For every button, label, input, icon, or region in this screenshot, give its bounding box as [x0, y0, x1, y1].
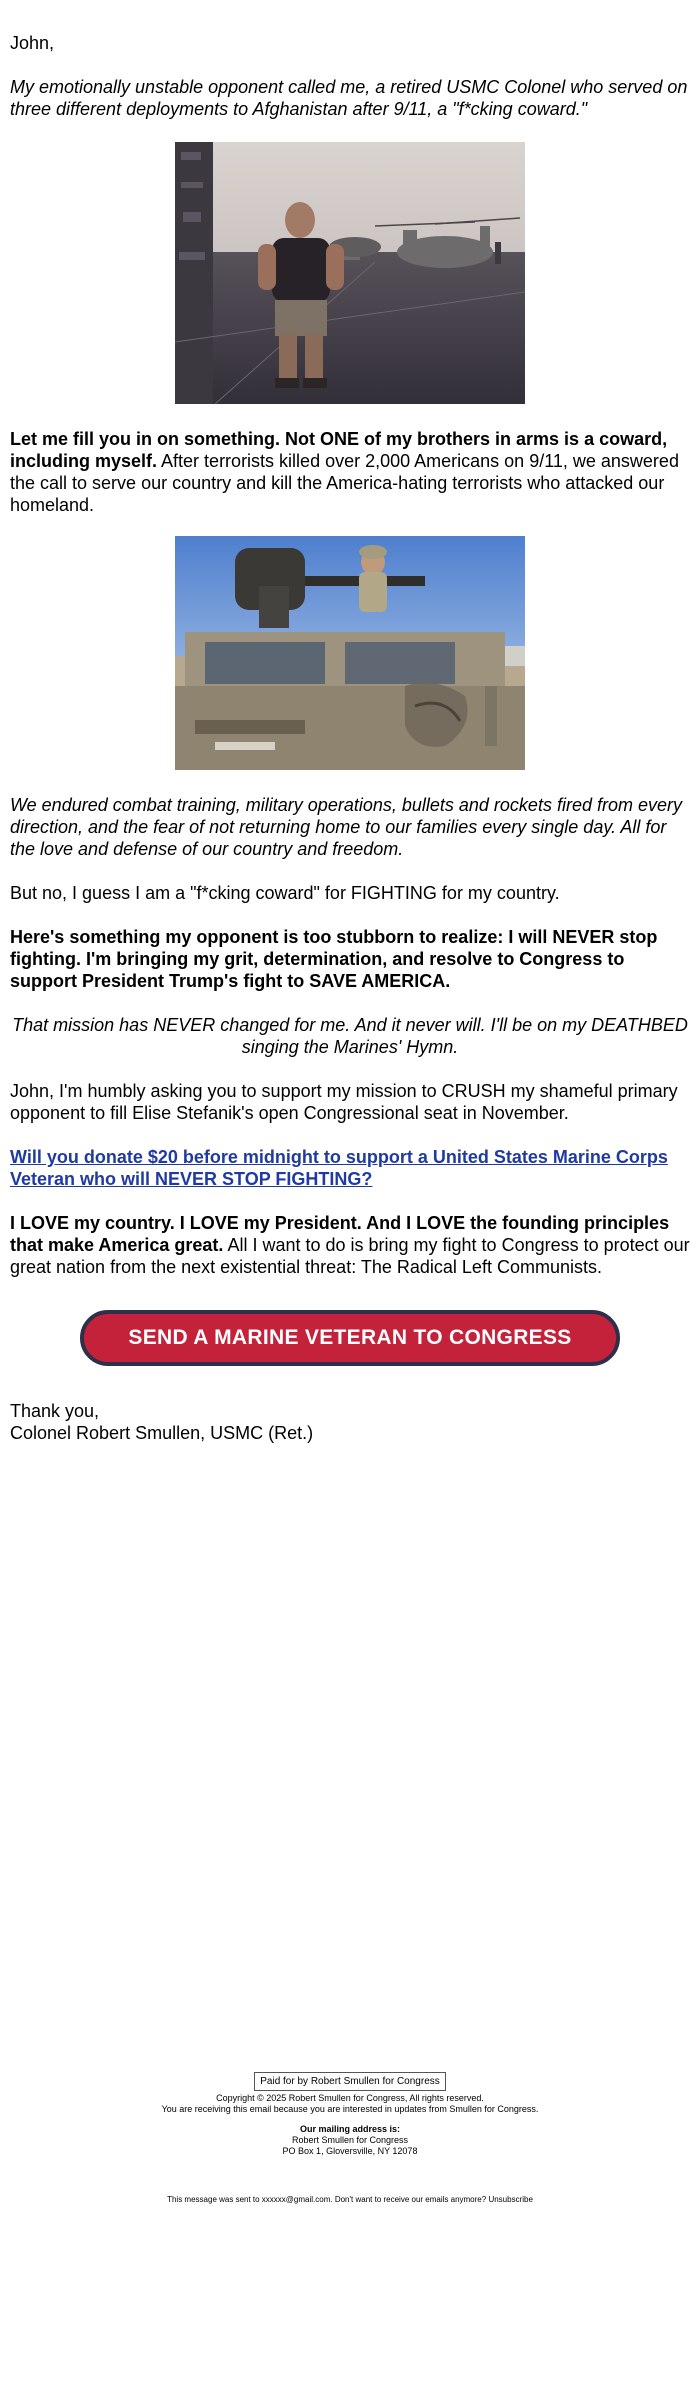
donate-link[interactable]: Will you donate $20 before midnight to support a United States Marine Corps Veteran who will NEVER STOP FIGHTING? [10, 1147, 668, 1189]
sent-to-text: This message was sent to xxxxxx@gmail.com. Don't want to receive our emails anymore? [167, 2195, 487, 2204]
paragraph-ask: John, I'm humbly asking you to support my mission to CRUSH my shameful primary opponent to fill Elise Stefanik's open Congressional seat in November. [10, 1081, 678, 1123]
paragraph-brothers-in-arms: Let me fill you in on something. Not ONE of my brothers in arms is a coward, including myself. After terrorists killed over 2,000 Americans on 9/11, we answered the call to serve our country and kill the America-hating terrorists who attacked our homeland. [10, 429, 679, 515]
unsubscribe-link[interactable]: Unsubscribe [488, 2195, 533, 2204]
paragraph-coward: But no, I guess I am a "f*cking coward" for FIGHTING for my country. [10, 883, 560, 903]
mailing-address: PO Box 1, Gloversville, NY 12078 [282, 2146, 418, 2156]
paragraph-opponent-insult: My emotionally unstable opponent called me, a retired USMC Colonel who served on three different deployments to Afghanistan after 9/11, a "f*cking coward." [10, 77, 688, 119]
signature: Colonel Robert Smullen, USMC (Ret.) [10, 1423, 314, 1443]
paid-for-box: Paid for by Robert Smullen for Congress [254, 2072, 446, 2091]
paragraph-never-stop: Here's something my opponent is too stubborn to realize: I will NEVER stop fighting. I'm bringing my grit, determination, and resolve to Congress to support President Trump's fight to SAVE AMERICA. [10, 927, 658, 991]
photo-carrier-deck [175, 142, 525, 404]
greeting: John, [10, 33, 55, 53]
paragraph-mission: That mission has NEVER changed for me. And it never will. I'll be on my DEATHBED singing the Marines' Hymn. [12, 1015, 688, 1057]
signoff-block [10, 1400, 690, 1444]
photo-humvee [175, 536, 525, 770]
copyright: Copyright © 2025 Robert Smullen for Congress, All rights reserved. [216, 2093, 484, 2103]
sent-to-line [0, 2194, 700, 2205]
send-veteran-button[interactable]: SEND A MARINE VETERAN TO CONGRESS [80, 1310, 620, 1366]
mailing-name: Robert Smullen for Congress [291, 2135, 409, 2145]
footer [0, 2072, 700, 2157]
paragraph-donate [10, 1146, 690, 1190]
signoff: Thank you, [10, 1401, 100, 1421]
paragraph-combat: We endured combat training, military operations, bullets and rockets fired from every direction, and the fear of not returning home to our families every single day. All for the love and defense of our country and freedom. [10, 795, 682, 859]
paragraph-love: I LOVE my country. I LOVE my President. And I LOVE the founding principles that make America great. All I want to do is bring my fight to Congress to protect our great nation from the next existential threat: The Radical Left Communists. [10, 1213, 690, 1277]
mailing-heading: Our mailing address is: [299, 2124, 401, 2134]
receiving-notice: You are receiving this email because you are interested in updates from Smullen for Congress. [161, 2104, 539, 2114]
